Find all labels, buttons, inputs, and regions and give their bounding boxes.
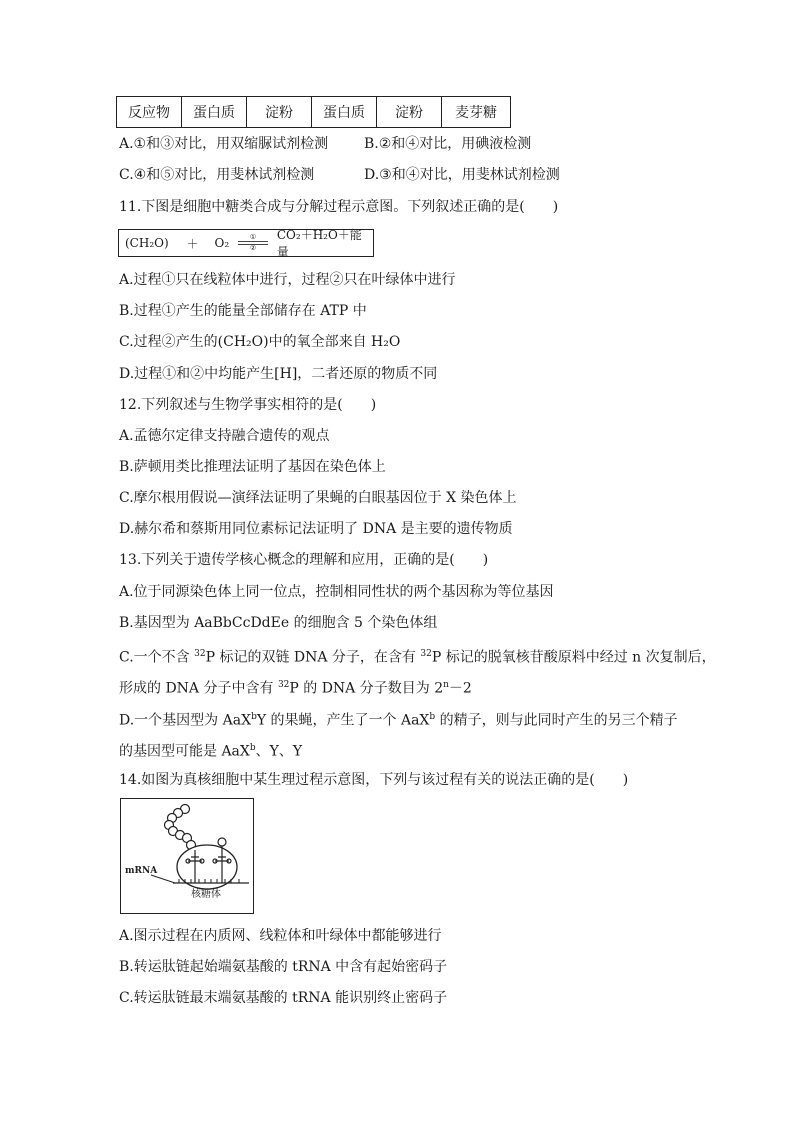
- superscript: n: [443, 680, 449, 690]
- table-cell: 淀粉: [377, 97, 442, 128]
- q14-option-a: A.图示过程在内质网、线粒体和叶绿体中都能够进行: [119, 928, 442, 944]
- q11-option-a: A.过程①只在线粒体中进行，过程②只在叶绿体中进行: [119, 272, 456, 288]
- mrna-leader-line: [151, 875, 175, 883]
- mrna-label: mRNA: [125, 866, 158, 876]
- q12-option-b: B.萨顿用类比推理法证明了基因在染色体上: [119, 459, 386, 475]
- reversible-arrow-icon: [237, 234, 269, 252]
- q10-options-row2: [119, 165, 560, 185]
- eq-plus: ＋: [186, 236, 199, 251]
- text-run: D.一个基因型为 AaX: [119, 712, 252, 729]
- text-run: 的精子，则与此同时产生的另三个精子: [435, 712, 678, 729]
- q13-option-a: A.位于同源染色体上同一位点，控制相同性状的两个基因称为等位基因: [119, 584, 554, 600]
- text-run: Y 的果蝇，产生了一个 AaX: [256, 712, 430, 729]
- q10-option-b: B.②和④对比，用碘液检测: [364, 136, 532, 152]
- table-cell: 淀粉: [247, 97, 312, 128]
- q13-option-c-line2: [119, 675, 472, 699]
- q12-option-a: A.孟德尔定律支持融合遗传的观点: [119, 428, 330, 444]
- q10-option-d: D.③和④对比，用斐林试剂检测: [364, 167, 560, 183]
- q13-stem: 13.下列关于遗传学核心概念的理解和应用，正确的是( ): [119, 552, 489, 568]
- text-run: 形成的 DNA 分子中含有: [119, 680, 278, 697]
- text-run: 、Y、Y: [255, 743, 303, 760]
- q13-option-b: B.基因型为 AaBbCcDdEe 的细胞含 5 个染色体组: [119, 615, 438, 631]
- q13-option-c-line1: [119, 644, 716, 668]
- arrow-line: [238, 241, 268, 242]
- reactant-table: [116, 96, 511, 128]
- q12-option-c: C.摩尔根用假说—演绎法证明了果蝇的白眼基因位于 X 染色体上: [119, 490, 517, 506]
- superscript: 32: [194, 649, 206, 659]
- q11-option-b: B.过程①产生的能量全部储存在 ATP 中: [119, 303, 367, 319]
- arrow-label-bottom: ②: [249, 244, 257, 252]
- table-row: [117, 97, 511, 128]
- arrow-label-top: ①: [249, 233, 257, 241]
- table-cell: 蛋白质: [312, 97, 377, 128]
- text-run: －2: [448, 680, 472, 697]
- eq-left: (CH₂O): [125, 236, 169, 250]
- text-run: P 标记的双链 DNA 分子，在含有: [205, 649, 421, 666]
- q11-option-d: D.过程①和②中均能产生[H]，二者还原的物质不同: [119, 366, 438, 382]
- q12-option-d: D.赫尔希和蔡斯用同位素标记法证明了 DNA 是主要的遗传物质: [119, 521, 513, 537]
- text-run: P 标记的脱氧核苷酸原料中经过 n 次复制后，: [431, 649, 716, 666]
- text-run: C.一个不含: [119, 649, 195, 666]
- q13-option-d-line2: [119, 738, 302, 762]
- superscript: 32: [420, 649, 432, 659]
- amino-acid-bead: [218, 838, 226, 846]
- q12-stem: 12.下列叙述与生物学事实相符的是( ): [119, 397, 377, 413]
- arrow-line: [238, 244, 268, 245]
- superscript: b: [249, 743, 256, 753]
- q14-option-b: B.转运肽链起始端氨基酸的 tRNA 中含有起始密码子: [119, 959, 448, 975]
- peptide-chain-icon: [165, 805, 196, 850]
- reaction-equation: [118, 229, 374, 257]
- superscript: b: [251, 712, 257, 722]
- table-cell: 反应物: [117, 97, 182, 128]
- q11-stem: 11.下图是细胞中糖类合成与分解过程示意图。下列叙述正确的是( ): [119, 199, 559, 215]
- q11-option-c: C.过程②产生的(CH₂O)中的氧全部来自 H₂O: [119, 334, 401, 350]
- eq-right: CO₂＋H₂O＋能量: [276, 228, 362, 259]
- superscript: 32: [277, 680, 290, 690]
- translation-figure: [120, 798, 254, 914]
- q10-options-row1: [119, 134, 532, 154]
- q14-option-c: C.转运肽链最末端氨基酸的 tRNA 能识别终止密码子: [119, 990, 448, 1006]
- table-cell: 蛋白质: [182, 97, 247, 128]
- q10-option-c: C.④和⑤对比，用斐林试剂检测: [119, 167, 315, 183]
- q13-option-d-line1: [119, 707, 678, 731]
- table-cell: 麦芽糖: [442, 97, 511, 128]
- eq-o2: O₂: [214, 236, 230, 250]
- superscript: b: [429, 712, 436, 722]
- ribosome-label: 核糖体: [191, 889, 221, 900]
- text-run: P 的 DNA 分子数目为 2: [289, 680, 444, 697]
- text-run: 的基因型可能是 AaX: [119, 743, 250, 760]
- translation-diagram: [121, 799, 253, 913]
- q14-stem: 14.如图为真核细胞中某生理过程示意图，下列与该过程有关的说法正确的是( ): [119, 772, 629, 788]
- q10-option-a: A.①和③对比，用双缩脲试剂检测: [119, 136, 329, 152]
